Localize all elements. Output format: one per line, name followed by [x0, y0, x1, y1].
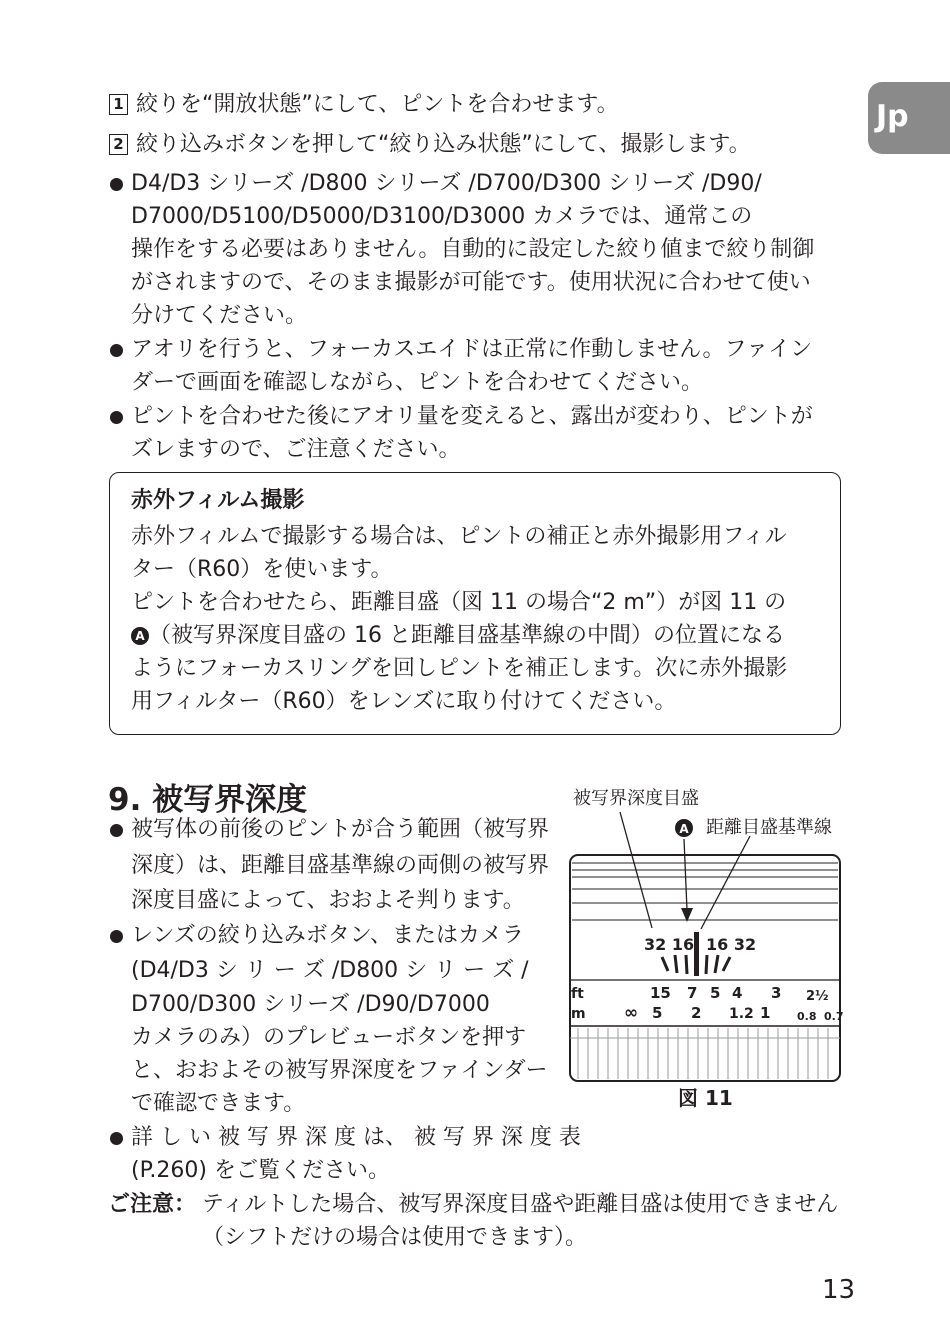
- ft-value: 3: [771, 984, 782, 1002]
- note-line: がされますので、そのまま撮影が可能です。使用状況に合わせて使い: [131, 270, 811, 295]
- step-2: [109, 128, 751, 161]
- m-value: 1: [760, 1004, 771, 1022]
- language-tab: [868, 82, 950, 154]
- section-heading: 9. 被写界深度: [108, 782, 308, 818]
- step-number: 1: [109, 94, 128, 115]
- section-line: レンズの絞り込みボタン、またはカメラ: [131, 923, 525, 948]
- note-line: ダーで画面を確認しながら、ピントを合わせてください。: [131, 370, 704, 395]
- section-line: (P.260) をご覧ください。: [131, 1158, 390, 1183]
- language-tab-label: Jp: [876, 99, 909, 134]
- figure-label-dof: 被写界深度目盛: [573, 788, 699, 809]
- figure-marker-a-text: A: [679, 822, 689, 836]
- caution-label: ご注意：: [108, 1192, 197, 1217]
- step-number: 2: [109, 134, 128, 155]
- index-mark: [694, 932, 699, 976]
- infrared-line: 赤外フィルムで撮影する場合は、ピントの補正と赤外撮影用フィル: [131, 524, 787, 549]
- caution-line: （シフトだけの場合は使用できます）。: [202, 1225, 588, 1250]
- note-line: 操作をする必要はありません。自動的に設定した絞り値まで絞り制御: [131, 237, 815, 262]
- infrared-line: ピントを合わせたら、距離目盛（図 11 の場合“2 m”）が図 11 の: [131, 590, 787, 615]
- lens-scale-figure: [560, 782, 850, 1122]
- bullet-icon: [110, 930, 123, 943]
- ft-value: 7: [687, 984, 698, 1002]
- bullet-icon: [110, 411, 123, 424]
- note-line: 分けてください。: [131, 303, 308, 328]
- section-line: で確認できます。: [131, 1091, 306, 1116]
- section-line: 深度目盛によって、おおよそ判ります。: [131, 888, 525, 913]
- note-line: ズレますので、ご注意ください。: [131, 437, 461, 462]
- m-value: 2: [691, 1004, 702, 1022]
- figure-label-index: 距離目盛基準線: [706, 817, 832, 838]
- section-line: 被写体の前後のピントが合う範囲（被写界: [131, 817, 550, 842]
- m-value: 0.7: [824, 1010, 844, 1023]
- ft-value: 4: [732, 984, 743, 1002]
- ft-unit: ft: [571, 986, 584, 1002]
- section-line: と、おおよその被写界深度をファインダー: [131, 1058, 548, 1083]
- m-unit: m: [571, 1006, 586, 1022]
- section-line: (D4/D3 シ リ ー ズ /D800 シ リ ー ズ /: [131, 958, 529, 983]
- figure-caption: 図 11: [678, 1086, 733, 1110]
- bullet-icon: [110, 1132, 123, 1145]
- m-value: 1.2: [729, 1006, 754, 1022]
- m-value: 5: [652, 1004, 663, 1022]
- marker-a-icon: A: [131, 627, 149, 645]
- step-text: 絞りを“開放状態”にして、ピントを合わせます。: [136, 92, 619, 117]
- section-line: D700/D300 シリーズ /D90/D7000: [131, 992, 490, 1017]
- infrared-title: 赤外フィルム撮影: [131, 488, 305, 513]
- m-value: ∞: [624, 1003, 639, 1023]
- ft-value: 15: [650, 984, 671, 1002]
- bullet-icon: [110, 344, 123, 357]
- infrared-line: （被写界深度目盛の 16 と距離目盛基準線の中間）の位置になる: [149, 623, 785, 648]
- section-line: 深度）は、距離目盛基準線の両側の被写界: [131, 853, 550, 878]
- page-number: 13: [822, 1275, 856, 1305]
- dof-left: 32 16: [644, 935, 695, 954]
- caution-line: ティルトした場合、被写界深度目盛や距離目盛は使用できません: [202, 1192, 839, 1217]
- section-line: カメラのみ）のプレビューボタンを押す: [131, 1025, 527, 1050]
- dof-right: 16 32: [706, 935, 757, 954]
- infrared-line: ター（R60）を使います。: [131, 557, 393, 582]
- step-1: [109, 88, 619, 121]
- infrared-line-with-marker: [131, 619, 785, 652]
- note-line: D7000/D5100/D5000/D3100/D3000 カメラでは、通常この: [131, 204, 753, 229]
- ft-value: 2½: [806, 989, 829, 1004]
- m-value: 0.8: [797, 1010, 817, 1023]
- bullet-icon: [110, 178, 123, 191]
- ft-value: 5: [710, 984, 721, 1002]
- infrared-line: 用フィルター（R60）をレンズに取り付けてください。: [131, 689, 677, 714]
- note-line: ピントを合わせた後にアオリ量を変えると、露出が変わり、ピントが: [131, 404, 813, 429]
- step-text: 絞り込みボタンを押して“絞り込み状態”にして、撮影します。: [136, 132, 751, 157]
- section-line: 詳 し い 被 写 界 深 度 は、 被 写 界 深 度 表: [131, 1125, 581, 1150]
- bullet-icon: [110, 824, 123, 837]
- infrared-line: ようにフォーカスリングを回しピントを補正します。次に赤外撮影: [131, 656, 788, 681]
- note-line: アオリを行うと、フォーカスエイドは正常に作動しません。ファイン: [131, 337, 813, 362]
- note-line: D4/D3 シリーズ /D800 シリーズ /D700/D300 シリーズ /D90/: [131, 171, 762, 196]
